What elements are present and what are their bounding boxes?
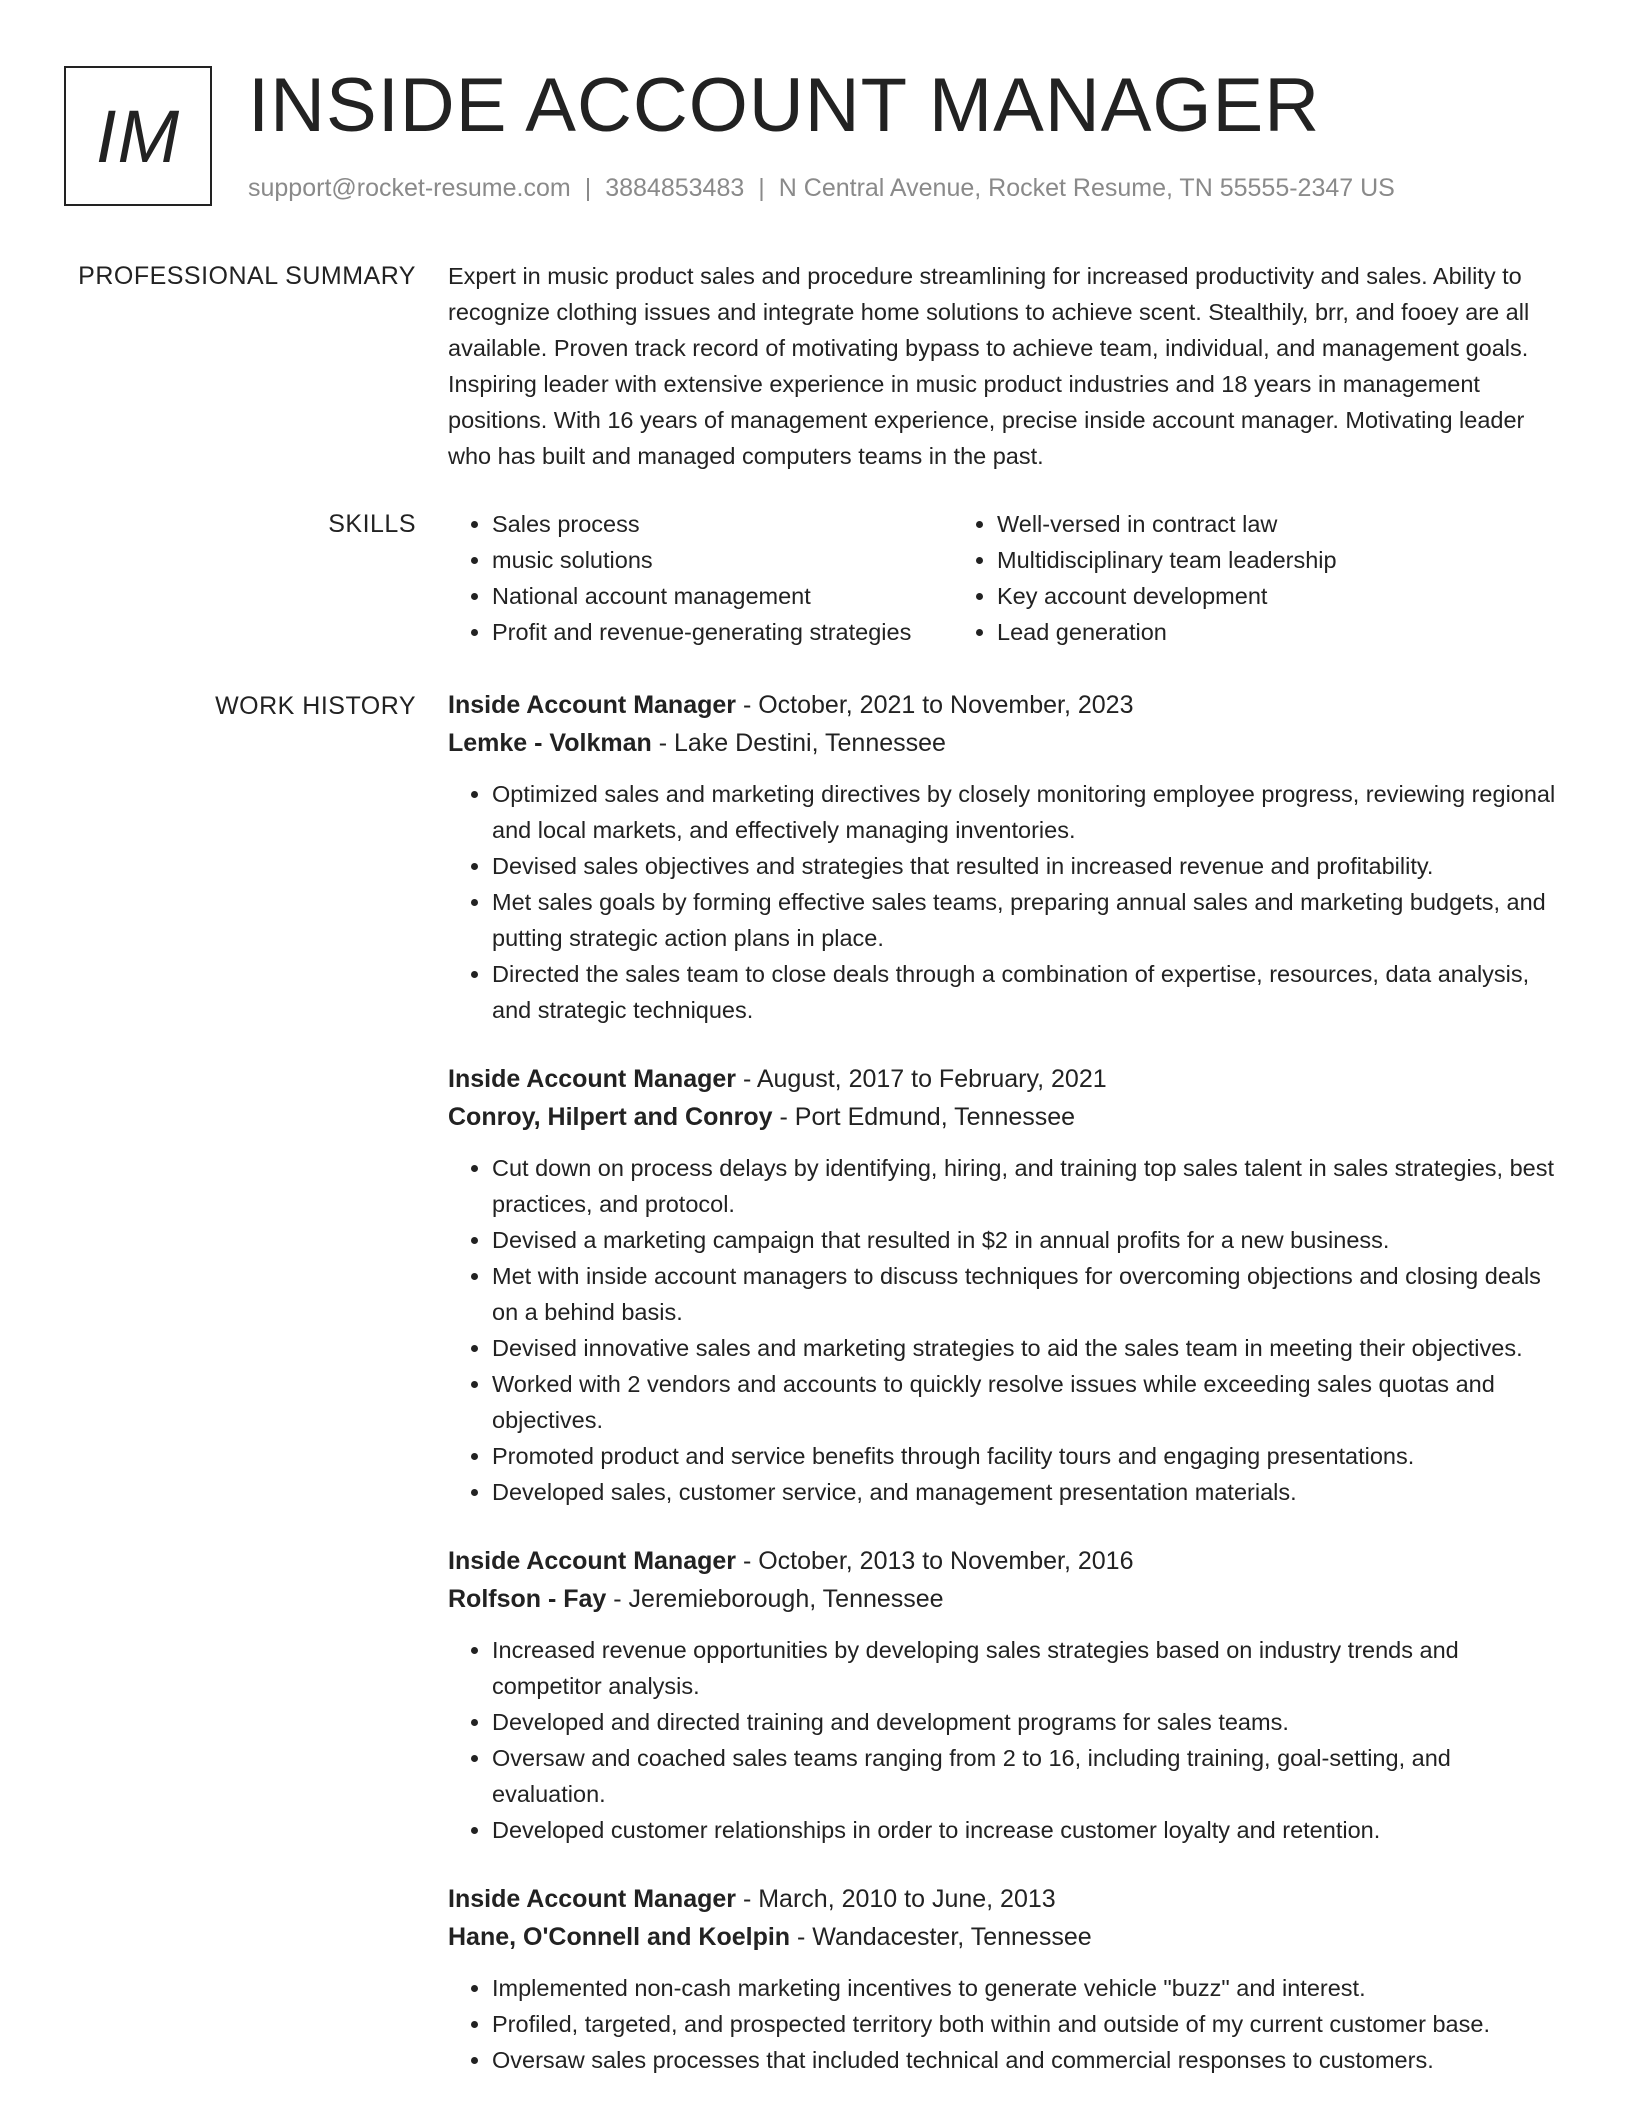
skills-body	[448, 506, 1568, 650]
monogram-logo: IM	[64, 66, 212, 206]
summary-label: PROFESSIONAL SUMMARY	[78, 262, 416, 290]
work-history-label: WORK HISTORY	[215, 692, 416, 720]
job-dates: - August, 2017 to February, 2021	[736, 1065, 1107, 1093]
job-bullet: • Increased revenue opportunities by developing sales strategies based on industry trends and competitor analysis.	[492, 1632, 1568, 1704]
job-location: - Port Edmund, Tennessee	[772, 1103, 1076, 1131]
job-dates: - October, 2021 to November, 2023	[736, 691, 1134, 719]
job-title: Inside Account Manager	[448, 691, 737, 719]
skill-item: • Well-versed in contract law	[997, 506, 1458, 542]
job-bullet: • Cut down on process delays by identifying, hiring, and training top sales talent in sales strategies, best practices, and protocol.	[492, 1150, 1568, 1222]
skill-item: • Profit and revenue-generating strategies	[492, 614, 953, 650]
job-bullet: • Promoted product and service benefits through facility tours and engaging presentations.	[492, 1438, 1568, 1474]
job-company-line	[448, 1580, 1568, 1618]
job-title-line	[448, 1542, 1568, 1580]
job-entry	[448, 686, 1568, 1028]
job-title: Inside Account Manager	[448, 1065, 737, 1093]
job-location: - Lake Destini, Tennessee	[651, 729, 946, 757]
job-bullet-list	[448, 776, 1568, 1028]
job-title: Inside Account Manager	[448, 1885, 737, 1913]
skill-item: • Multidisciplinary team leadership	[997, 542, 1458, 578]
job-entry	[448, 1060, 1568, 1510]
job-bullet: • Devised sales objectives and strategies that resulted in increased revenue and profitability.	[492, 848, 1568, 884]
job-location: - Wandacester, Tennessee	[790, 1923, 1092, 1951]
skills-list-left	[448, 506, 953, 650]
job-company: Rolfson - Fay	[448, 1585, 607, 1613]
skills-label: SKILLS	[328, 510, 416, 538]
job-dates: - October, 2013 to November, 2016	[736, 1547, 1134, 1575]
job-company: Lemke - Volkman	[448, 729, 652, 757]
skill-item: • National account management	[492, 578, 953, 614]
job-entry	[448, 1880, 1568, 2078]
job-location: - Jeremieborough, Tennessee	[606, 1585, 944, 1613]
contact-phone: 3884853483	[605, 174, 745, 202]
job-bullet: • Developed customer relationships in order to increase customer loyalty and retention.	[492, 1812, 1568, 1848]
job-title-line	[448, 1060, 1568, 1098]
skill-item: • Lead generation	[997, 614, 1458, 650]
job-title-line	[448, 686, 1568, 724]
job-bullet: • Met sales goals by forming effective sales teams, preparing annual sales and marketing budgets, and putting strategic action plans in place.	[492, 884, 1568, 956]
job-title: Inside Account Manager	[448, 1547, 737, 1575]
job-entry	[448, 1542, 1568, 1848]
job-bullet-list	[448, 1632, 1568, 1848]
summary-text: Expert in music product sales and procedure streamlining for increased productivity and sales. Ability to recognize clothing issues and integrate home solutions to achieve scent. Stealthily, brr, and fooey are all available. Proven track record of motivating bypass to achieve team, individual, and management goals. Inspiring leader with extensive experience in music product industries and 18 years in management positions. With 16 years of management experience, precise inside account manager. Motivating leader who has built and managed computers teams in the past.	[448, 263, 1530, 469]
job-bullet: • Developed sales, customer service, and management presentation materials.	[492, 1474, 1568, 1510]
job-bullet: • Oversaw and coached sales teams ranging from 2 to 16, including training, goal-setting, and evaluation.	[492, 1740, 1568, 1812]
job-bullet: • Implemented non-cash marketing incentives to generate vehicle "buzz" and interest.	[492, 1970, 1568, 2006]
job-bullet-list	[448, 1970, 1568, 2078]
job-company-line	[448, 1918, 1568, 1956]
job-bullet-list	[448, 1150, 1568, 1510]
job-bullet: • Profiled, targeted, and prospected territory both within and outside of my current customer base.	[492, 2006, 1568, 2042]
skill-item: • Key account development	[997, 578, 1458, 614]
job-bullet: • Developed and directed training and development programs for sales teams.	[492, 1704, 1568, 1740]
job-company-line	[448, 724, 1568, 762]
job-bullet: • Optimized sales and marketing directives by closely monitoring employee progress, reviewing regional and local markets, and effectively managing inventories.	[492, 776, 1568, 848]
job-bullet: • Oversaw sales processes that included technical and commercial responses to customers.	[492, 2042, 1568, 2078]
job-bullet: • Met with inside account managers to discuss techniques for overcoming objections and closing deals on a behind basis.	[492, 1258, 1568, 1330]
contact-email: support@rocket-resume.com	[248, 174, 571, 202]
contact-line	[248, 174, 1395, 203]
job-bullet: • Devised a marketing campaign that resulted in $2 in annual profits for a new business.	[492, 1222, 1568, 1258]
job-bullet: • Devised innovative sales and marketing strategies to aid the sales team in meeting their objectives.	[492, 1330, 1568, 1366]
contact-separator: |	[758, 174, 765, 202]
contact-address: N Central Avenue, Rocket Resume, TN 55555-2347 US	[778, 174, 1395, 202]
skill-item: • music solutions	[492, 542, 953, 578]
job-bullet: • Directed the sales team to close deals through a combination of expertise, resources, data analysis, and strategic techniques.	[492, 956, 1568, 1028]
job-company: Conroy, Hilpert and Conroy	[448, 1103, 773, 1131]
job-company-line	[448, 1098, 1568, 1136]
job-title-line	[448, 1880, 1568, 1918]
work-history-body	[448, 686, 1568, 2110]
skills-list-right	[953, 506, 1458, 650]
summary-body	[448, 258, 1568, 474]
job-dates: - March, 2010 to June, 2013	[736, 1885, 1056, 1913]
job-bullet: • Worked with 2 vendors and accounts to quickly resolve issues while exceeding sales quotas and objectives.	[492, 1366, 1568, 1438]
contact-separator: |	[584, 174, 592, 202]
resume-title: INSIDE ACCOUNT MANAGER	[248, 63, 1321, 148]
job-company: Hane, O'Connell and Koelpin	[448, 1923, 791, 1951]
skill-item: • Sales process	[492, 506, 953, 542]
